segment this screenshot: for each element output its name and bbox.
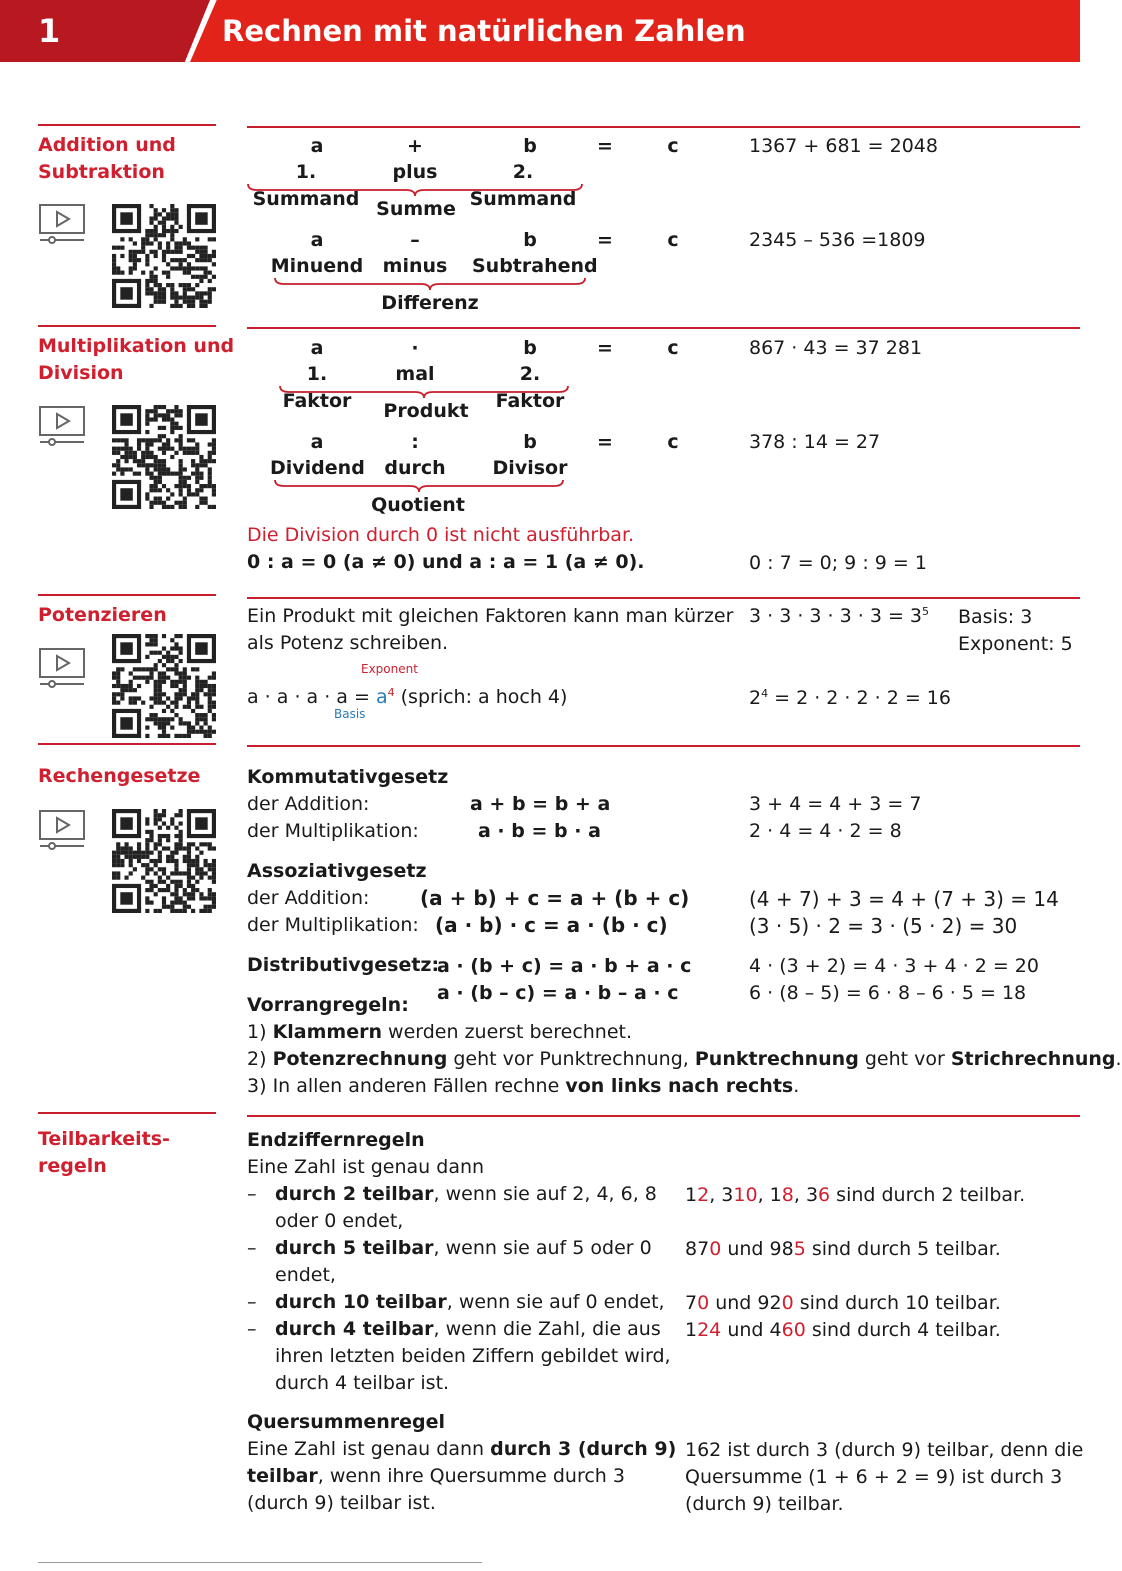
rule-div4-cont: ihren letzten beiden Ziffern gebildet wird, bbox=[275, 1345, 671, 1367]
prod-label-2: 2. Faktor bbox=[495, 363, 565, 412]
kommutativ-add-example: 3 + 4 = 4 + 3 = 7 bbox=[749, 793, 922, 815]
section-title-potenzieren: Potenzieren bbox=[38, 604, 167, 626]
diff-example: 2345 – 536 =1809 bbox=[749, 229, 926, 251]
chapter-number: 1 bbox=[38, 12, 61, 50]
rule-number: 3) bbox=[247, 1075, 267, 1097]
sum-b: b bbox=[523, 135, 537, 157]
assoziativ-mul-example: (3 · 5) · 2 = 3 · (5 · 2) = 30 bbox=[749, 914, 1018, 938]
dash: – bbox=[247, 1237, 257, 1259]
potenz-formula-base: a bbox=[375, 686, 388, 708]
video-play-icon[interactable] bbox=[38, 404, 86, 452]
sum-label-1: 1. Summand bbox=[252, 161, 360, 210]
quersumme-heading: Quersummenregel bbox=[247, 1411, 446, 1433]
example-div5: 870 und 985 sind durch 5 teilbar. bbox=[685, 1238, 1001, 1260]
diff-brace bbox=[274, 277, 586, 291]
video-play-icon[interactable] bbox=[38, 808, 86, 856]
rule-keyword: durch 4 teilbar bbox=[275, 1318, 434, 1340]
section-title-subtraktion: Subtraktion bbox=[38, 161, 165, 183]
assoziativ-mul-formula: (a · b) · c = a · (b · c) bbox=[435, 913, 668, 937]
distributiv-example-2: 6 · (8 – 5) = 6 · 8 – 6 · 5 = 18 bbox=[749, 982, 1027, 1004]
rule-text: . bbox=[1115, 1048, 1122, 1070]
assoziativ-mul-label: der Multiplikation: bbox=[247, 914, 419, 936]
quersumme-example-2: Quersumme (1 + 6 + 2 = 9) ist durch 3 bbox=[685, 1466, 1063, 1488]
prod-eq: = bbox=[597, 337, 613, 359]
prod-result: Produkt bbox=[383, 400, 469, 422]
prod-op: · bbox=[411, 337, 419, 359]
rule-keyword: von links nach rechts bbox=[565, 1075, 794, 1097]
division-rule: 0 : a = 0 (a ≠ 0) und a : a = 1 (a ≠ 0). bbox=[247, 551, 645, 573]
video-play-icon[interactable] bbox=[38, 646, 86, 694]
rule-text: geht vor bbox=[858, 1048, 951, 1070]
assoziativ-add-formula: (a + b) + c = a + (b + c) bbox=[420, 886, 690, 910]
quersumme-text-2: teilbar, wenn ihre Quersumme durch 3 bbox=[247, 1465, 625, 1487]
sum-label-2: 2. Summand bbox=[469, 161, 577, 210]
potenz-formula-pre: a · a · a · a = bbox=[247, 686, 376, 708]
qr-code-icon[interactable] bbox=[112, 204, 216, 308]
diff-label-1: Minuend bbox=[270, 255, 364, 277]
exponent-label: Exponent bbox=[361, 662, 418, 676]
endziffer-heading: Endziffernregeln bbox=[247, 1129, 425, 1151]
exponent-info: Exponent: 5 bbox=[958, 633, 1073, 655]
quot-b: b bbox=[523, 431, 537, 453]
potenz-example-2 bbox=[749, 685, 951, 712]
quersumme-text-1: Eine Zahl ist genau dann durch 3 (durch 9) bbox=[247, 1438, 677, 1460]
quot-c: c bbox=[667, 431, 679, 453]
endziffer-intro: Eine Zahl ist genau dann bbox=[247, 1156, 485, 1178]
potenz-text-2: als Potenz schreiben. bbox=[247, 632, 449, 654]
rule-div4-cont2: durch 4 teilbar ist. bbox=[275, 1372, 450, 1394]
distributiv-formula-1: a · (b + c) = a · b + a · c bbox=[437, 955, 692, 977]
section-divider-left bbox=[38, 594, 216, 596]
rule-text: geht vor Punktrechnung, bbox=[447, 1048, 695, 1070]
section-divider-left bbox=[38, 325, 216, 327]
rule-text: . bbox=[793, 1075, 800, 1097]
rule-text: , wenn die Zahl, die aus bbox=[433, 1318, 661, 1340]
quot-example: 378 : 14 = 27 bbox=[749, 431, 881, 453]
vorrang-heading: Vorrangregeln: bbox=[247, 994, 409, 1016]
quot-label-2: Divisor bbox=[492, 457, 568, 479]
rule-div4 bbox=[275, 1316, 661, 1343]
assoziativ-add-example: (4 + 7) + 3 = 4 + (7 + 3) = 14 bbox=[749, 887, 1059, 911]
diff-c: c bbox=[667, 229, 679, 251]
distributiv-heading: Distributivgesetz: bbox=[247, 954, 440, 976]
prod-label-1: 1. Faktor bbox=[282, 363, 352, 412]
prod-brace bbox=[279, 385, 569, 399]
prod-b: b bbox=[523, 337, 537, 359]
example-div4: 124 und 460 sind durch 4 teilbar. bbox=[685, 1319, 1001, 1341]
rule-keyword: durch 5 teilbar bbox=[275, 1237, 434, 1259]
quot-result: Quotient bbox=[371, 494, 465, 516]
section-divider-right bbox=[247, 1115, 1080, 1117]
rule-keyword: durch 2 teilbar bbox=[275, 1183, 434, 1205]
potenz-example-2-rest: = 2 · 2 · 2 · 2 = 16 bbox=[768, 687, 951, 709]
vorrang-rule-2 bbox=[247, 1046, 1122, 1073]
example-div10: 70 und 920 sind durch 10 teilbar. bbox=[685, 1292, 1001, 1314]
prod-a: a bbox=[310, 337, 324, 359]
basis-label: Basis bbox=[334, 707, 366, 721]
section-divider-left bbox=[38, 1112, 216, 1114]
section-title-teilbarkeit-2: regeln bbox=[38, 1155, 107, 1177]
section-title-addition: Addition und bbox=[38, 134, 176, 156]
quersumme-example-3: (durch 9) teilbar. bbox=[685, 1493, 844, 1515]
rule-keyword: Potenzrechnung bbox=[272, 1048, 448, 1070]
chapter-title: Rechnen mit natürlichen Zahlen bbox=[222, 14, 746, 48]
rule-div10 bbox=[275, 1289, 665, 1316]
rule-number: 1) bbox=[247, 1021, 267, 1043]
section-title-rechengesetze: Rechengesetze bbox=[38, 765, 201, 787]
diff-label-2: Subtrahend bbox=[472, 255, 598, 277]
rule-div5 bbox=[275, 1235, 652, 1262]
potenz-example-1-base: 3 · 3 · 3 · 3 · 3 = 3 bbox=[749, 605, 923, 627]
quersumme-text-3: (durch 9) teilbar ist. bbox=[247, 1492, 436, 1514]
sum-op: + bbox=[407, 135, 423, 157]
quot-label-1: Dividend bbox=[270, 457, 365, 479]
section-divider-right bbox=[247, 597, 1080, 599]
diff-eq: = bbox=[597, 229, 613, 251]
section-divider-right bbox=[247, 327, 1080, 329]
potenz-example-1 bbox=[749, 603, 929, 630]
sum-label-op: plus bbox=[392, 161, 438, 183]
sum-example: 1367 + 681 = 2048 bbox=[749, 135, 938, 157]
potenz-formula-exp: 4 bbox=[387, 686, 395, 699]
basis-info: Basis: 3 bbox=[958, 606, 1033, 628]
section-divider-right bbox=[247, 126, 1080, 128]
rule-div5-cont: endet, bbox=[275, 1264, 336, 1286]
quersumme-example-1: 162 ist durch 3 (durch 9) teilbar, denn die bbox=[685, 1439, 1084, 1461]
section-divider-right bbox=[247, 745, 1080, 747]
rule-text: , wenn sie auf 5 oder 0 bbox=[433, 1237, 652, 1259]
dash: – bbox=[247, 1183, 257, 1205]
sum-result: Summe bbox=[376, 198, 456, 220]
assoziativ-add-label: der Addition: bbox=[247, 887, 370, 909]
sum-a: a bbox=[310, 135, 324, 157]
diff-a: a bbox=[310, 229, 324, 251]
quot-label-op: durch bbox=[384, 457, 446, 479]
rule-keyword: Punktrechnung bbox=[694, 1048, 859, 1070]
quot-op: : bbox=[411, 431, 419, 453]
rule-text: , wenn sie auf 0 endet, bbox=[446, 1291, 665, 1313]
sum-c: c bbox=[667, 135, 679, 157]
section-title-multiplikation: Multiplikation und bbox=[38, 335, 235, 357]
division-zero-note: Die Division durch 0 ist nicht ausführbar. bbox=[247, 524, 635, 546]
kommutativ-mul-formula: a · b = b · a bbox=[478, 820, 601, 842]
prod-example: 867 · 43 = 37 281 bbox=[749, 337, 923, 359]
qr-code-icon[interactable] bbox=[112, 634, 216, 738]
sum-brace bbox=[247, 183, 583, 197]
quot-eq: = bbox=[597, 431, 613, 453]
rule-text: werden zuerst berechnet. bbox=[382, 1021, 633, 1043]
quot-a: a bbox=[310, 431, 324, 453]
section-title-teilbarkeit-1: Teilbarkeits- bbox=[38, 1128, 170, 1150]
example-div2: 12, 310, 18, 36 sind durch 2 teilbar. bbox=[685, 1184, 1026, 1206]
video-play-icon[interactable] bbox=[38, 202, 86, 250]
potenz-example-2-exp: 4 bbox=[761, 687, 769, 700]
chapter-number-banner bbox=[0, 0, 210, 62]
diff-op: – bbox=[410, 229, 420, 251]
qr-code-icon[interactable] bbox=[112, 405, 216, 509]
rule-keyword: Strichrechnung bbox=[950, 1048, 1116, 1070]
division-rule-example: 0 : 7 = 0; 9 : 9 = 1 bbox=[749, 552, 927, 574]
section-title-division: Division bbox=[38, 362, 124, 384]
chapter-header bbox=[0, 0, 1080, 62]
distributiv-formula-2: a · (b – c) = a · b – a · c bbox=[437, 982, 679, 1004]
assoziativ-heading: Assoziativgesetz bbox=[247, 860, 427, 882]
section-divider-left bbox=[38, 124, 216, 126]
rule-number: 2) bbox=[247, 1048, 267, 1070]
diff-result: Differenz bbox=[381, 292, 479, 314]
kommutativ-heading: Kommutativgesetz bbox=[247, 766, 449, 788]
vorrang-rule-3 bbox=[247, 1073, 799, 1100]
sum-eq: = bbox=[597, 135, 613, 157]
rule-div2 bbox=[275, 1181, 657, 1208]
prod-c: c bbox=[667, 337, 679, 359]
rule-div2-cont: oder 0 endet, bbox=[275, 1210, 404, 1232]
rule-keyword: Klammern bbox=[272, 1021, 382, 1043]
rule-text: , wenn sie auf 2, 4, 6, 8 bbox=[433, 1183, 657, 1205]
dash: – bbox=[247, 1318, 257, 1340]
potenz-example-2-base: 2 bbox=[749, 687, 762, 709]
kommutativ-add-label: der Addition: bbox=[247, 793, 370, 815]
kommutativ-mul-label: der Multiplikation: bbox=[247, 820, 419, 842]
potenz-formula bbox=[247, 684, 567, 711]
rule-text: In allen anderen Fällen rechne bbox=[272, 1075, 566, 1097]
rule-keyword: durch 10 teilbar bbox=[275, 1291, 447, 1313]
section-divider-left bbox=[38, 743, 216, 745]
qr-code-icon[interactable] bbox=[112, 809, 216, 913]
diff-b: b bbox=[523, 229, 537, 251]
distributiv-example-1: 4 · (3 + 2) = 4 · 3 + 4 · 2 = 20 bbox=[749, 955, 1039, 977]
dash: – bbox=[247, 1291, 257, 1313]
potenz-example-1-exp: 5 bbox=[922, 605, 930, 618]
potenz-formula-post: (sprich: a hoch 4) bbox=[394, 686, 568, 708]
kommutativ-add-formula: a + b = b + a bbox=[470, 793, 611, 815]
potenz-text-1: Ein Produkt mit gleichen Faktoren kann man kürzer bbox=[247, 605, 734, 627]
diff-label-op: minus bbox=[382, 255, 448, 277]
kommutativ-mul-example: 2 · 4 = 4 · 2 = 8 bbox=[749, 820, 902, 842]
quot-brace bbox=[274, 479, 564, 493]
prod-label-op: mal bbox=[395, 363, 435, 385]
vorrang-rule-1 bbox=[247, 1019, 632, 1046]
footnote-divider bbox=[38, 1562, 482, 1563]
